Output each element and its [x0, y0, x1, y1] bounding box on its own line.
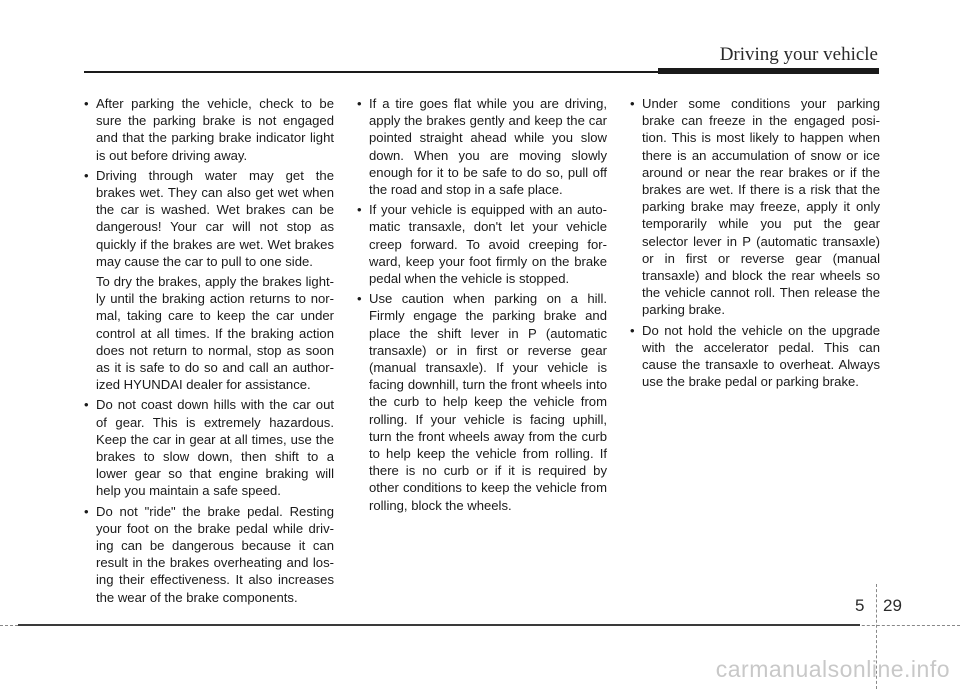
- bullet-item: • Do not "ride" the brake pedal. Resting your foot on the brake pedal while driving can be dangerous because it can result in the brakes overheating and losing their effectiveness. It also increases the wear of the brake components.: [84, 503, 334, 606]
- bullet-item: • After parking the vehicle, check to be sure the parking brake is not engaged and that the parking brake indicator light is out before driving away.: [84, 95, 334, 164]
- bullet-item: • Driving through water may get the brakes wet. They can also get wet when the car is washed. Wet brakes can be dangerous! Your car will not stop as quickly if the brakes are wet. Wet brakes may cause the car to pull to one side.: [84, 167, 334, 270]
- bullet-item: • If a tire goes flat while you are driving, apply the brakes gently and keep the car pointed straight ahead while you slow down. When you are moving slowly enough for it to be safe to do so, pull off the road and stop in a safe place.: [357, 95, 607, 198]
- chapter-number: 5: [855, 596, 865, 615]
- header-rule-accent: [658, 68, 879, 74]
- page-number: 29: [883, 596, 902, 615]
- text-column-1: [84, 95, 334, 609]
- footer-rule: [18, 624, 860, 626]
- paragraph: To dry the brakes, apply the brakes lightly until the braking action returns to normal, taking care to keep the car under control at all times. If the braking action does not return to normal, stop as soon as it is safe to do so and call an authorized HYUNDAI dealer for assistance.: [96, 274, 334, 393]
- section-title: Driving your vehicle: [719, 44, 878, 65]
- bullet-item: • Under some conditions your parking brake can freeze in the engaged position. This is most likely to happen when there is an accumulation of snow or ice around or near the rear brakes or if the brakes are wet. If there is a risk that the parking brake may freeze, apply it only temporarily while you put the gear selector lever in P (automatic transaxle) or in first or reverse gear (manual transaxle) and block the rear wheels so the vehicle cannot roll. Then release the parking brake.: [630, 95, 880, 319]
- bullet-item: • Do not hold the vehicle on the upgrade with the accelerator pedal. This can cause the transaxle to overheat. Always use the brake pedal or parking brake.: [630, 322, 880, 391]
- bullet-item: • If your vehicle is equipped with an automatic transaxle, don't let your vehicle creep forward. To avoid creeping forward, keep your foot firmly on the brake pedal when the vehicle is stopped.: [357, 201, 607, 287]
- watermark: carmanualsonline.info: [715, 656, 950, 682]
- text-column-2: [357, 95, 607, 517]
- bullet-item: • Use caution when parking on a hill. Firmly engage the parking brake and place the shift lever in P (automatic transaxle) or in first or reverse gear (manual transaxle). If your vehicle is facing downhill, turn the front wheels into the curb to help keep the vehicle from rolling. If your vehicle is facing uphill, turn the front wheels away from the curb to help keep the vehicle from rolling. If there is no curb or if it is required by other conditions to keep the vehicle from rolling, block the wheels.: [357, 290, 607, 514]
- bullet-item: • Do not coast down hills with the car out of gear. This is extremely hazardous. Keep the car in gear at all times, use the brakes to slow down, then shift to a lower gear so that engine braking will help you maintain a safe speed.: [84, 396, 334, 499]
- text-column-3: [630, 95, 880, 393]
